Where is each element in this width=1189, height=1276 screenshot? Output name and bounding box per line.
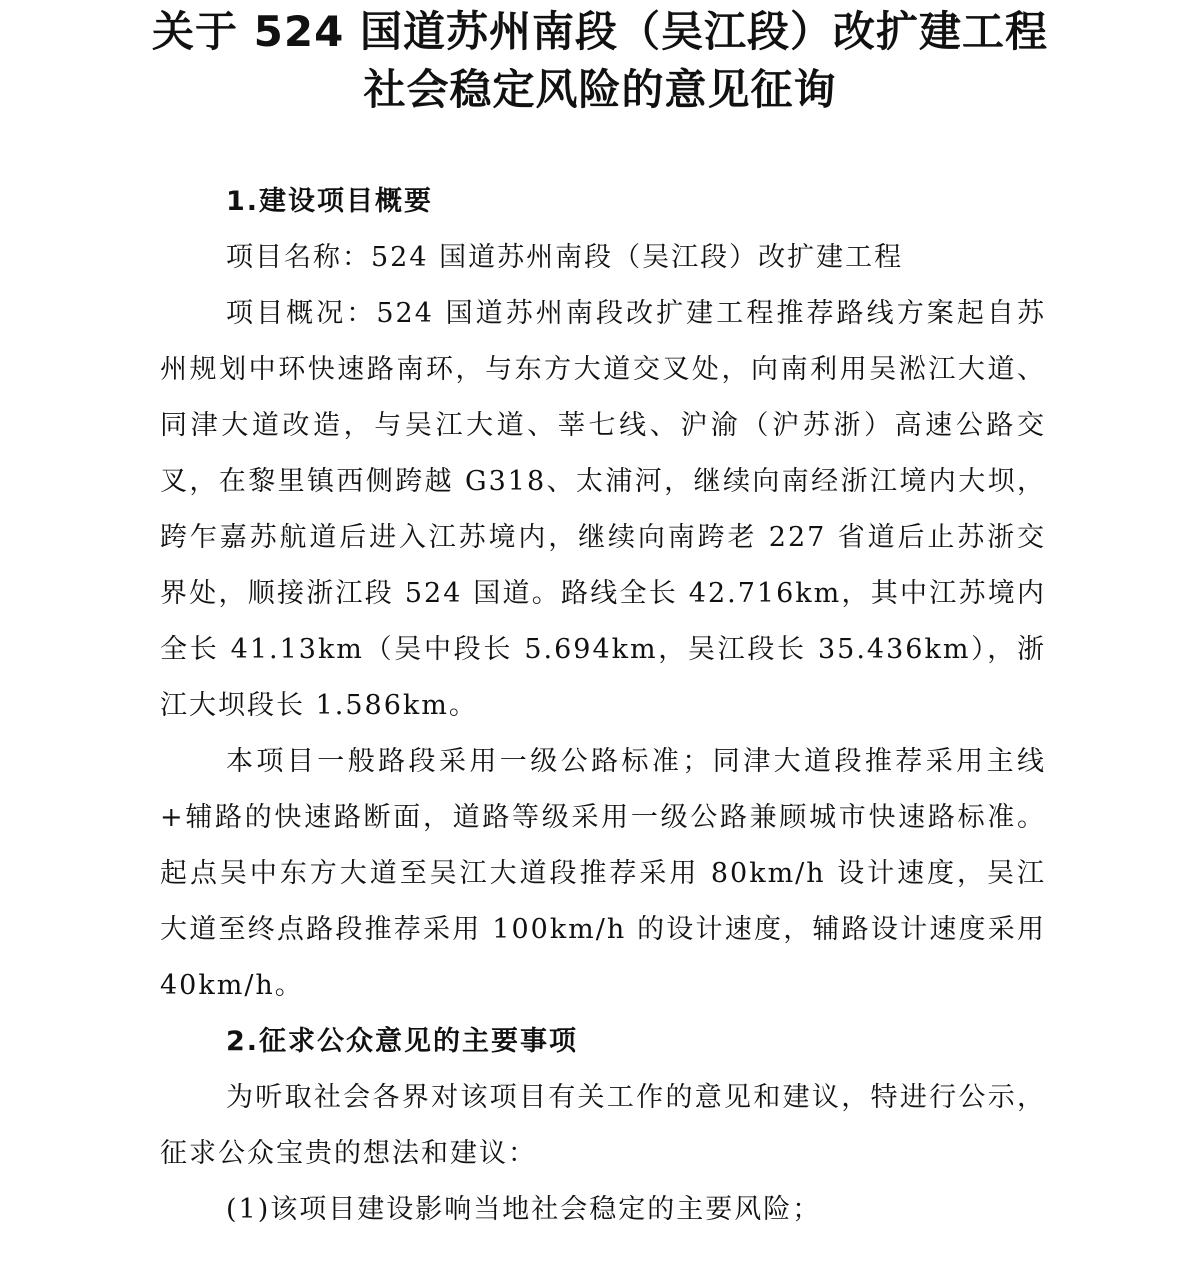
section-1-heading: 1.建设项目概要 [226,186,434,217]
project-standard-paragraph: 本项目一般路段采用一级公路标准；同津大道段推荐采用主线+辅路的快速路断面，道路等级采用一级公路兼顾城市快速路标准。起点吴中东方大道至吴江大道段推荐采用 80km/h 设计速度，吴江大道至终点路段推荐采用 100km/h 的设计速度，辅路设计速度采用 40km/h。 [160,746,1046,1001]
project-overview-paragraph: 项目概况：524 国道苏州南段改扩建工程推荐路线方案起自苏州规划中环快速路南环，与东方大道交叉处，向南利用吴淞江大道、同津大道改造，与吴江大道、莘七线、沪渝（沪苏浙）高速公路交叉，在黎里镇西侧跨越 G318、太浦河，继续向南经浙江境内大坝，跨乍嘉苏航道后进入江苏境内，继续向南跨老 227 省道后止苏浙交界处，顺接浙江段 524 国道。路线全长 42.716km，其中江苏境内全长 41.13km（吴中段长 5.694km，吴江段长 35.436km），浙江大坝段长 1.586km。 [160,298,1046,721]
public-opinion-intro-paragraph: 为听取社会各界对该项目有关工作的意见和建议，特进行公示，征求公众宝贵的想法和建议： [160,1082,1046,1169]
project-name-paragraph: 项目名称：524 国道苏州南段（吴江段）改扩建工程 [226,242,904,273]
document-body [160,174,1046,1238]
document-title-line-2: 社会稳定风险的意见征询 [363,65,837,114]
opinion-item-1: (1)该项目建设影响当地社会稳定的主要风险； [226,1194,822,1225]
document-title-line-1: 关于 524 国道苏州南段（吴江段）改扩建工程 [152,7,1048,56]
section-2-heading: 2.征求公众意见的主要事项 [226,1026,579,1057]
